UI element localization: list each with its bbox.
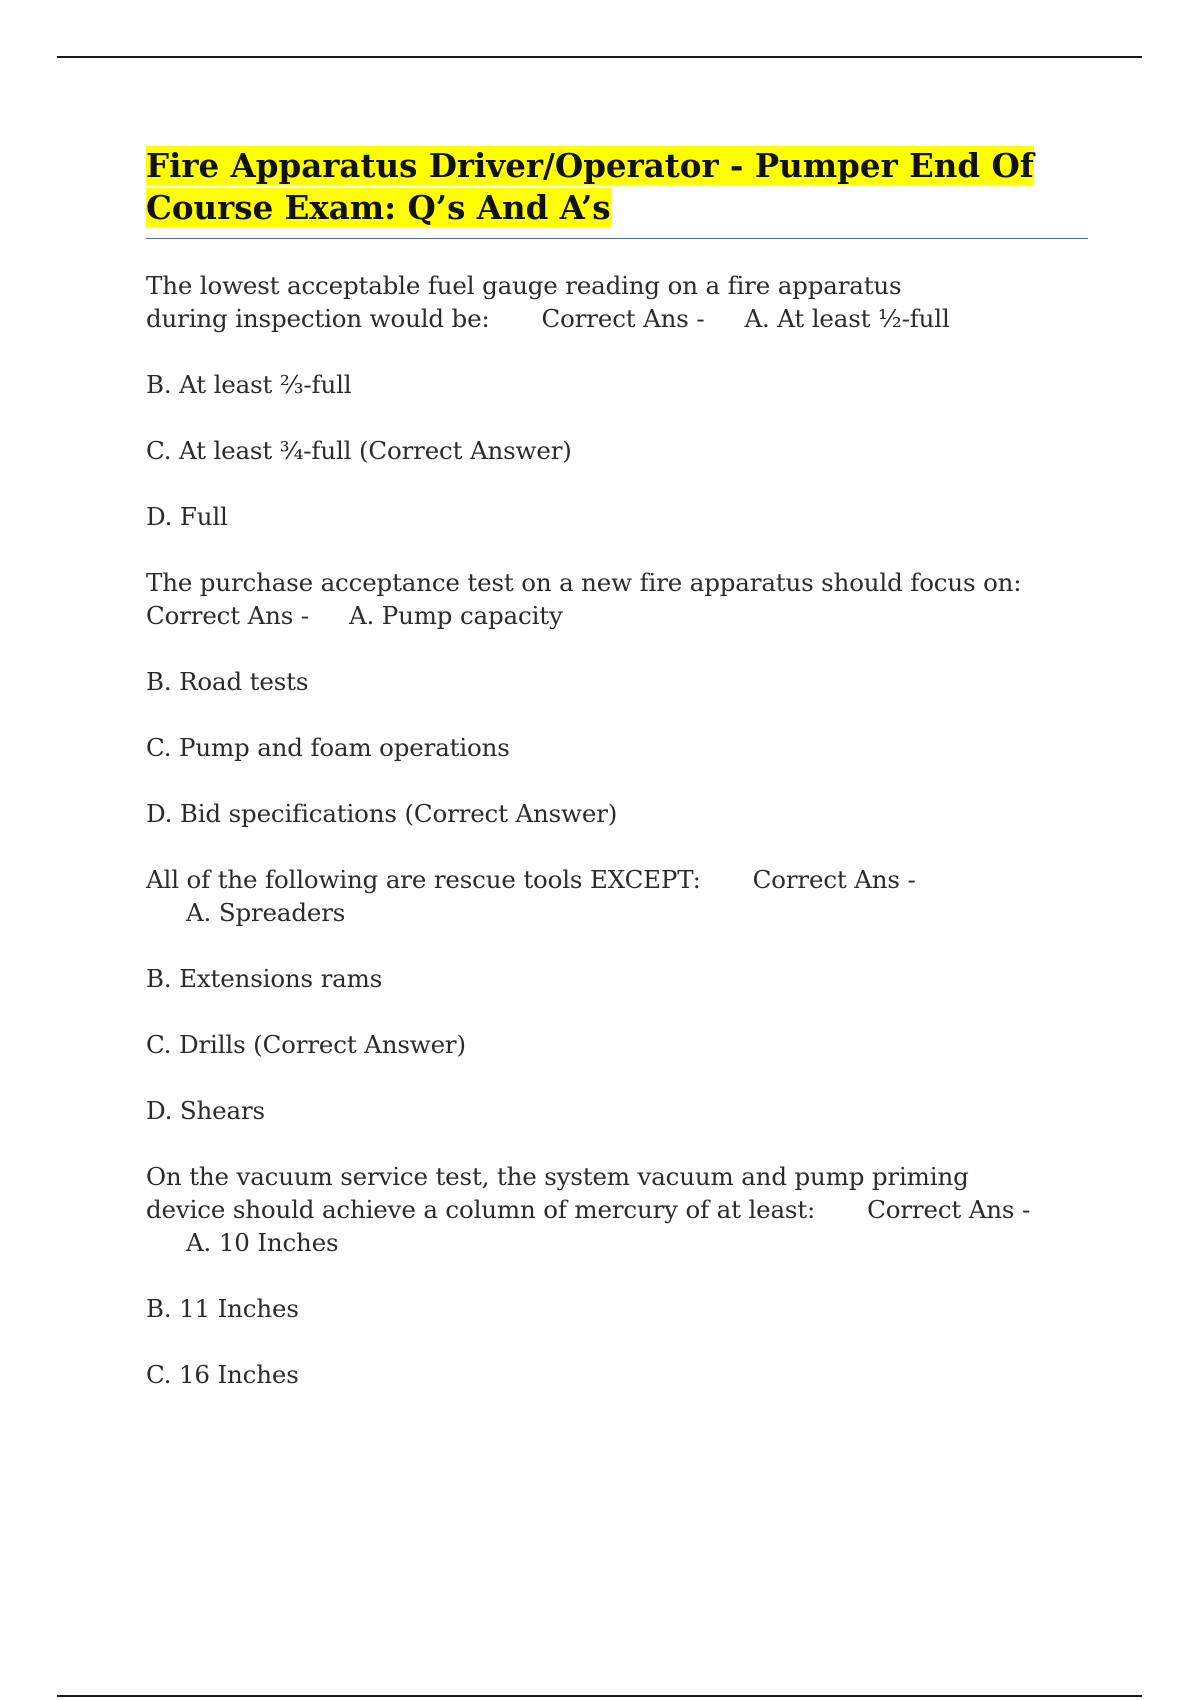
option-a: A. Pump capacity: [348, 601, 563, 630]
title-highlight: Fire Apparatus Driver/Operator - Pumper End Of Course Exam: Q’s And A’s: [146, 146, 1034, 227]
answer-label: Correct Ans -: [752, 865, 916, 894]
question-text: On the vacuum service test, the system vacuum and pump priming device should achieve a column of mercury of at least:: [146, 1162, 969, 1224]
question-text: The purchase acceptance test on a new fire apparatus should focus on:: [146, 568, 1022, 597]
option-a: A. Spreaders: [186, 898, 346, 927]
footer-rule: [57, 1695, 1142, 1697]
option-c: C. 16 Inches: [146, 1360, 299, 1389]
question-2: [146, 566, 1088, 632]
question-text: The lowest acceptable fuel gauge reading on a fire apparatus during inspection would be:: [146, 271, 902, 333]
option-c: C. At least ¾-full (Correct Answer): [146, 436, 572, 465]
document-body: [146, 145, 1088, 1424]
option-a: A. 10 Inches: [186, 1228, 339, 1257]
question-1: [146, 269, 966, 335]
option-c: C. Pump and foam operations: [146, 733, 510, 762]
answer-label: Correct Ans -: [541, 304, 705, 333]
document-title: [146, 145, 1088, 229]
option-a: A. At least ½-full: [744, 304, 950, 333]
option-d: D. Full: [146, 502, 228, 531]
question-4: [146, 1160, 1046, 1259]
option-d: D. Shears: [146, 1096, 265, 1125]
option-b: B. Road tests: [146, 667, 309, 696]
title-block: [146, 145, 1088, 239]
answer-label: Correct Ans -: [867, 1195, 1031, 1224]
option-b: B. At least ⅔-full: [146, 370, 352, 399]
option-d: D. Bid specifications (Correct Answer): [146, 799, 618, 828]
question-text: All of the following are rescue tools EXCEPT:: [146, 865, 701, 894]
option-c: C. Drills (Correct Answer): [146, 1030, 466, 1059]
option-b: B. Extensions rams: [146, 964, 383, 993]
option-b: B. 11 Inches: [146, 1294, 299, 1323]
question-3: [146, 863, 966, 929]
header-rule: [57, 56, 1142, 58]
answer-label: Correct Ans -: [146, 601, 309, 630]
